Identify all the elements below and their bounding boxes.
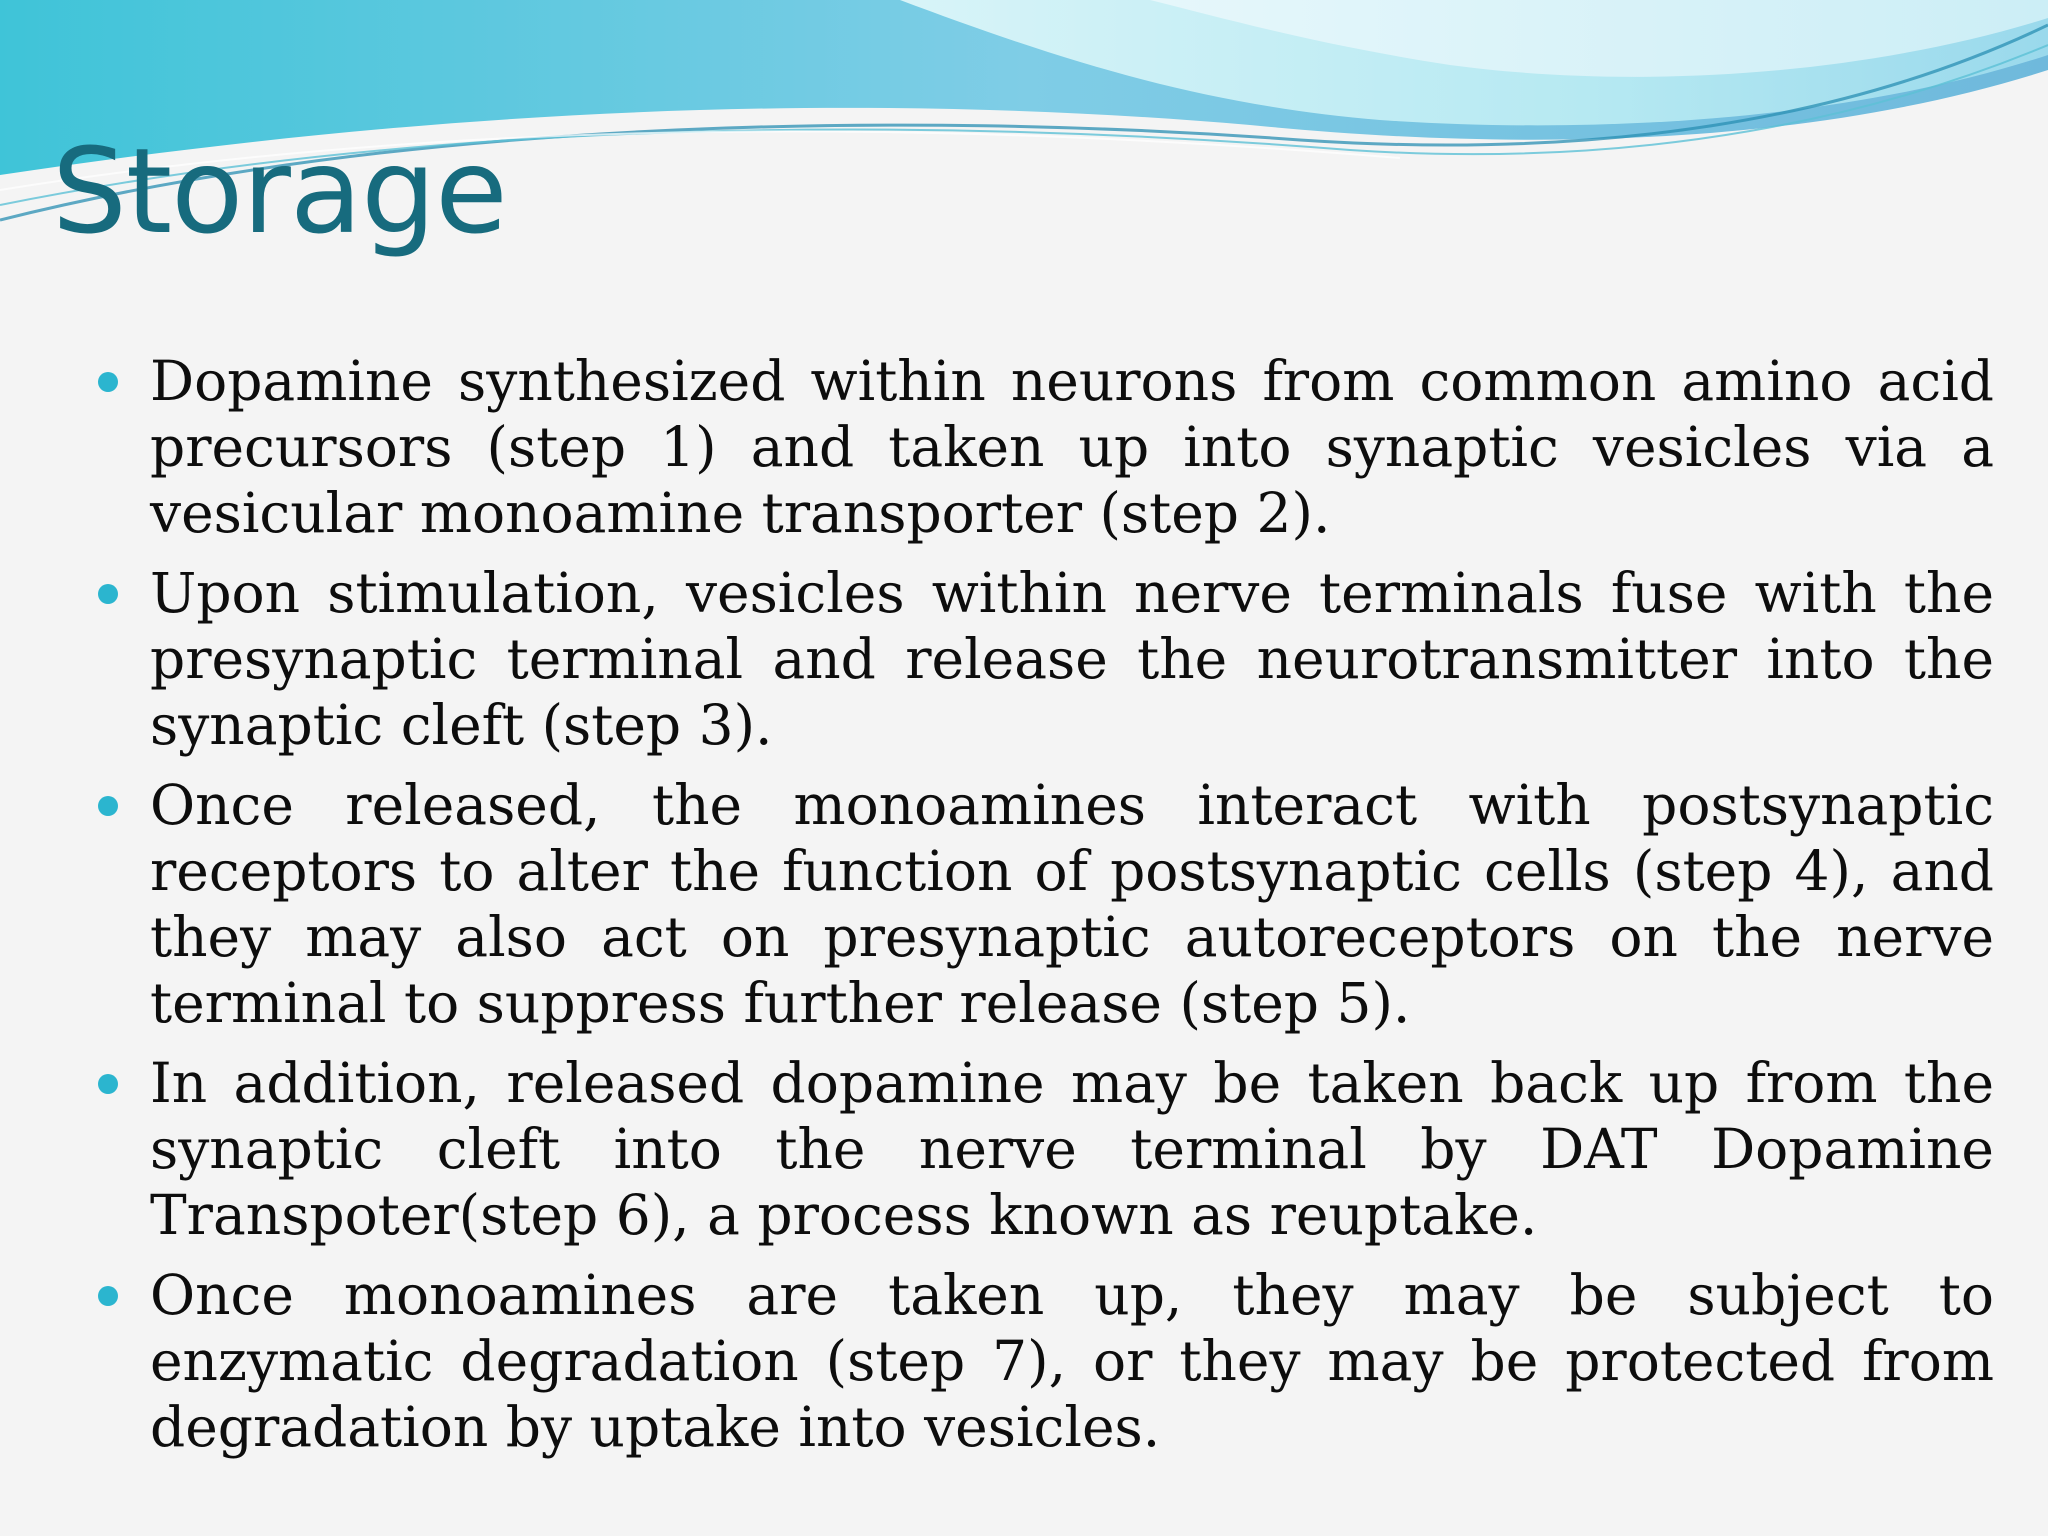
bullet-icon [98, 1286, 118, 1306]
bullet-list [150, 348, 1994, 1460]
bullet-text: In addition, released dopamine may be taken back up from the synaptic cleft into the nerve terminal by DAT Dopamine Transpoter(step 6), a process known as reuptake. [150, 1051, 1994, 1247]
bullet-item [150, 560, 1994, 758]
bullet-text: Once released, the monoamines interact with postsynaptic receptors to alter the function of postsynaptic cells (step 4), and they may also act on presynaptic autoreceptors on the nerve terminal to suppress further release (step 5). [150, 773, 1994, 1035]
bullet-text: Dopamine synthesized within neurons from common amino acid precursors (step 1) and taken up into synaptic vesicles via a vesicular monoamine transporter (step 2). [150, 349, 1994, 545]
bullet-text: Upon stimulation, vesicles within nerve terminals fuse with the presynaptic terminal and release the neurotransmitter into the synaptic cleft (step 3). [150, 561, 1994, 757]
bullet-text: Once monoamines are taken up, they may be subject to enzymatic degradation (step 7), or they may be protected from degradation by uptake into vesicles. [150, 1263, 1994, 1459]
bullet-icon [98, 584, 118, 604]
bullet-item [150, 1050, 1994, 1248]
slide-title: Storage [52, 122, 507, 260]
bullet-icon [98, 372, 118, 392]
bullet-item [150, 1262, 1994, 1460]
bullet-icon [98, 796, 118, 816]
bullet-icon [98, 1074, 118, 1094]
bullet-item [150, 772, 1994, 1036]
bullet-item [150, 348, 1994, 546]
